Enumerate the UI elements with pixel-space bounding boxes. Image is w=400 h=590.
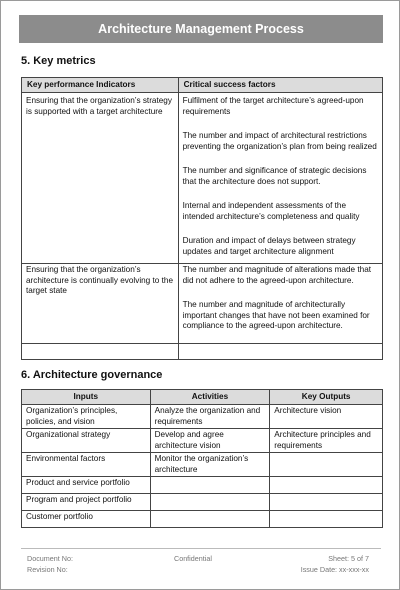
table-row	[22, 429, 383, 453]
activity-cell: Develop and agree architecture vision	[150, 429, 270, 453]
csf-cell	[178, 264, 382, 344]
input-cell: Program and project portfolio	[22, 494, 151, 511]
csf-item: Duration and impact of delays between strategy updates and target architecture alignment	[182, 236, 356, 256]
footer-revision-no: Revision No:	[27, 565, 68, 574]
footer-issue-date: Issue Date: xx-xxx-xx	[300, 565, 369, 574]
output-cell	[270, 511, 383, 528]
table-row-empty	[22, 344, 383, 360]
document-title: Architecture Management Process	[98, 22, 304, 36]
section-heading-key-metrics: 5. Key metrics	[21, 55, 96, 67]
output-cell	[270, 494, 383, 511]
kpi-cell	[22, 93, 179, 264]
activity-cell	[150, 494, 270, 511]
input-cell: Customer portfolio	[22, 511, 151, 528]
kpi-cell	[22, 264, 179, 344]
table-row	[22, 494, 383, 511]
activity-cell: Monitor the organization’s architecture	[150, 453, 270, 477]
output-cell	[270, 453, 383, 477]
column-header: Critical success factors	[178, 78, 382, 93]
footer-document-no: Document No:	[27, 554, 73, 563]
input-cell: Environmental factors	[22, 453, 151, 477]
empty-cell	[178, 344, 382, 360]
csf-item: Internal and independent assessments of the intended architecture’s completeness and quality	[182, 201, 360, 221]
csf-item: Fulfilment of the target architecture’s agreed-upon requirements	[182, 96, 364, 116]
footer-sheet: Sheet: 5 of 7	[328, 554, 369, 563]
activity-cell: Analyze the organization and requirements	[150, 405, 270, 429]
column-header: Activities	[150, 390, 270, 405]
csf-item: The number and magnitude of alterations made that did not adhere to the agreed-upon architecture.	[182, 265, 372, 285]
key-metrics-table	[21, 77, 383, 360]
table-row	[22, 477, 383, 494]
output-cell: Architecture principles and requirements	[270, 429, 383, 453]
column-header: Key Outputs	[270, 390, 383, 405]
output-cell: Architecture vision	[270, 405, 383, 429]
input-cell: Product and service portfolio	[22, 477, 151, 494]
column-header: Key performance Indicators	[22, 78, 179, 93]
csf-item: The number and significance of strategic decisions that the architecture does not support.	[182, 166, 367, 186]
footer-confidential: Confidential	[174, 554, 212, 563]
table-row	[22, 264, 383, 344]
table-row	[22, 405, 383, 429]
input-cell: Organization’s principles, policies, and vision	[22, 405, 151, 429]
output-cell	[270, 477, 383, 494]
table-header-row	[22, 78, 383, 93]
table-row	[22, 93, 383, 264]
csf-cell	[178, 93, 382, 264]
footer-divider	[21, 548, 381, 549]
input-cell: Organizational strategy	[22, 429, 151, 453]
activity-cell	[150, 511, 270, 528]
architecture-governance-table	[21, 389, 383, 528]
kpi-text: Ensuring that the organization’s architecture is continually evolving to the target state	[26, 265, 173, 295]
section-heading-architecture-governance: 6. Architecture governance	[21, 369, 163, 381]
document-title-banner	[19, 15, 383, 43]
table-header-row	[22, 390, 383, 405]
table-row	[22, 453, 383, 477]
kpi-text: Ensuring that the organization’s strategy is supported with a target architecture	[26, 96, 172, 116]
activity-cell	[150, 477, 270, 494]
empty-cell	[22, 344, 179, 360]
table-row	[22, 511, 383, 528]
csf-item: The number and impact of architectural restrictions preventing the organization’s plan from being realized	[182, 131, 377, 151]
csf-item: The number and magnitude of architecturally important changes that have not been examined for compliance to the agreed-upon architecture.	[182, 300, 370, 330]
column-header: Inputs	[22, 390, 151, 405]
